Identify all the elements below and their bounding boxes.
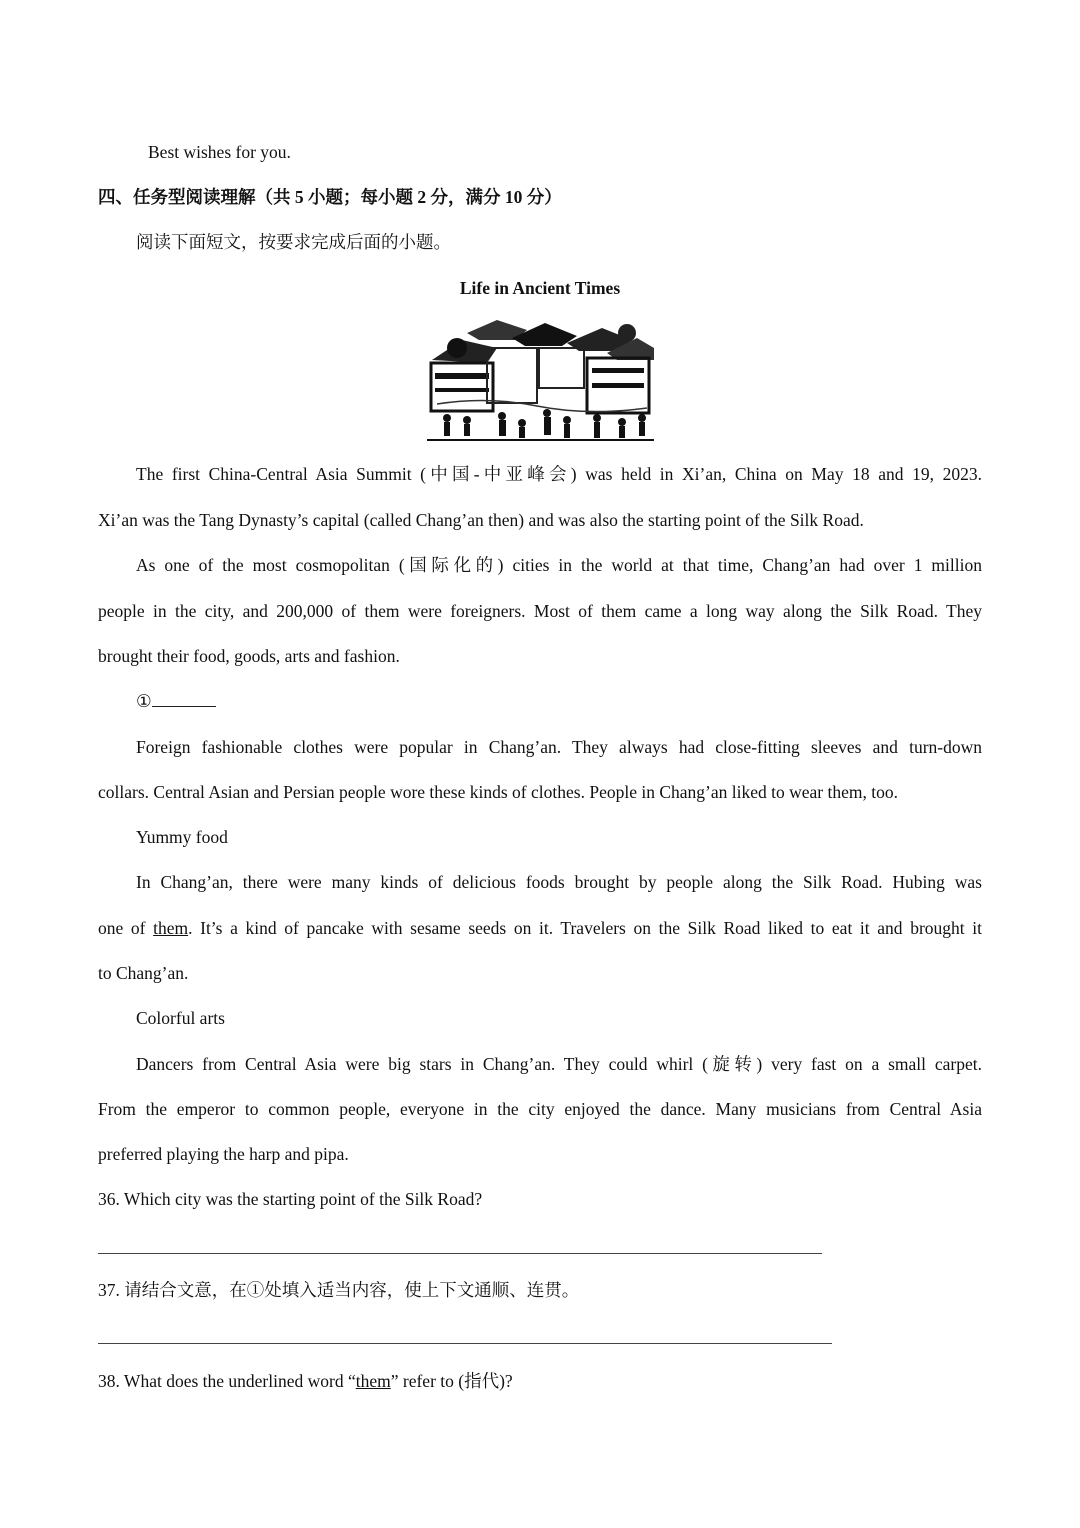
- heading-yummy-food: Yummy food: [136, 827, 228, 847]
- question-38-start: 38. What does the underlined word “: [98, 1371, 356, 1391]
- blank-marker: ①: [136, 691, 152, 711]
- paragraph-2-line-3: brought their food, goods, arts and fashion.: [98, 646, 400, 666]
- paragraph-5-line-1: Dancers from Central Asia were big stars in Chang’an. They could whirl (旋转) very fast on a small carpet.: [136, 1054, 982, 1074]
- section-instruction: 阅读下面短文，按要求完成后面的小题。: [136, 232, 451, 252]
- paragraph-5-line-3: preferred playing the harp and pipa.: [98, 1144, 349, 1164]
- question-37: 37. 请结合文意，在①处填入适当内容，使上下文通顺、连贯。: [98, 1280, 580, 1300]
- fill-in-blank[interactable]: [152, 690, 216, 707]
- paragraph-4-line-3: to Chang’an.: [98, 963, 189, 983]
- paragraph-3-line-1: Foreign fashionable clothes were popular in Chang’an. They always had close-fitting sleeves and turn-down: [136, 737, 982, 757]
- heading-blank-1: [136, 690, 982, 712]
- paragraph-2-line-2: people in the city, and 200,000 of them were foreigners. Most of them came a long way along the Silk Road. They: [98, 601, 982, 621]
- paragraph-1-line-1: The first China-Central Asia Summit (中国-中亚峰会) was held in Xi’an, China on May 18 and 19, 2023.: [136, 464, 982, 484]
- answer-line-36[interactable]: [98, 1253, 822, 1254]
- question-38-underlined-them: them: [355, 1371, 391, 1391]
- letter-closing: Best wishes for you.: [148, 142, 291, 162]
- paragraph-4-line-2-end: . It’s a kind of pancake with sesame seeds on it. Travelers on the Silk Road liked to eat it and brought it: [188, 918, 982, 938]
- paragraph-3-line-2: collars. Central Asian and Persian people wore these kinds of clothes. People in Chang’an liked to wear them, too.: [98, 782, 898, 802]
- question-38-end: ” refer to (指代)?: [390, 1371, 513, 1391]
- paragraph-5-line-2: From the emperor to common people, everyone in the city enjoyed the dance. Many musicians from Central Asia: [98, 1099, 982, 1119]
- paragraph-4-line-1: In Chang’an, there were many kinds of delicious foods brought by people along the Silk Road. Hubing was: [136, 872, 982, 892]
- paragraph-4-line-2: [98, 917, 982, 939]
- paragraph-1-line-2: Xi’an was the Tang Dynasty’s capital (called Chang’an then) and was also the starting point of the Silk Road.: [98, 510, 864, 530]
- question-38: [98, 1370, 982, 1392]
- paragraph-4-line-2-start: one of: [98, 918, 154, 938]
- answer-line-37[interactable]: [98, 1343, 832, 1344]
- paragraph-2-line-1: As one of the most cosmopolitan (国际化的) cities in the world at that time, Chang’an had over 1 million: [136, 555, 982, 575]
- underlined-word-them: them: [153, 918, 189, 938]
- heading-colorful-arts: Colorful arts: [136, 1008, 225, 1028]
- ancient-city-illustration: [427, 318, 654, 442]
- article-title: Life in Ancient Times: [459, 278, 621, 298]
- section-header: 四、任务型阅读理解（共 5 小题；每小题 2 分，满分 10 分）: [98, 187, 562, 207]
- question-36: 36. Which city was the starting point of the Silk Road?: [98, 1189, 483, 1209]
